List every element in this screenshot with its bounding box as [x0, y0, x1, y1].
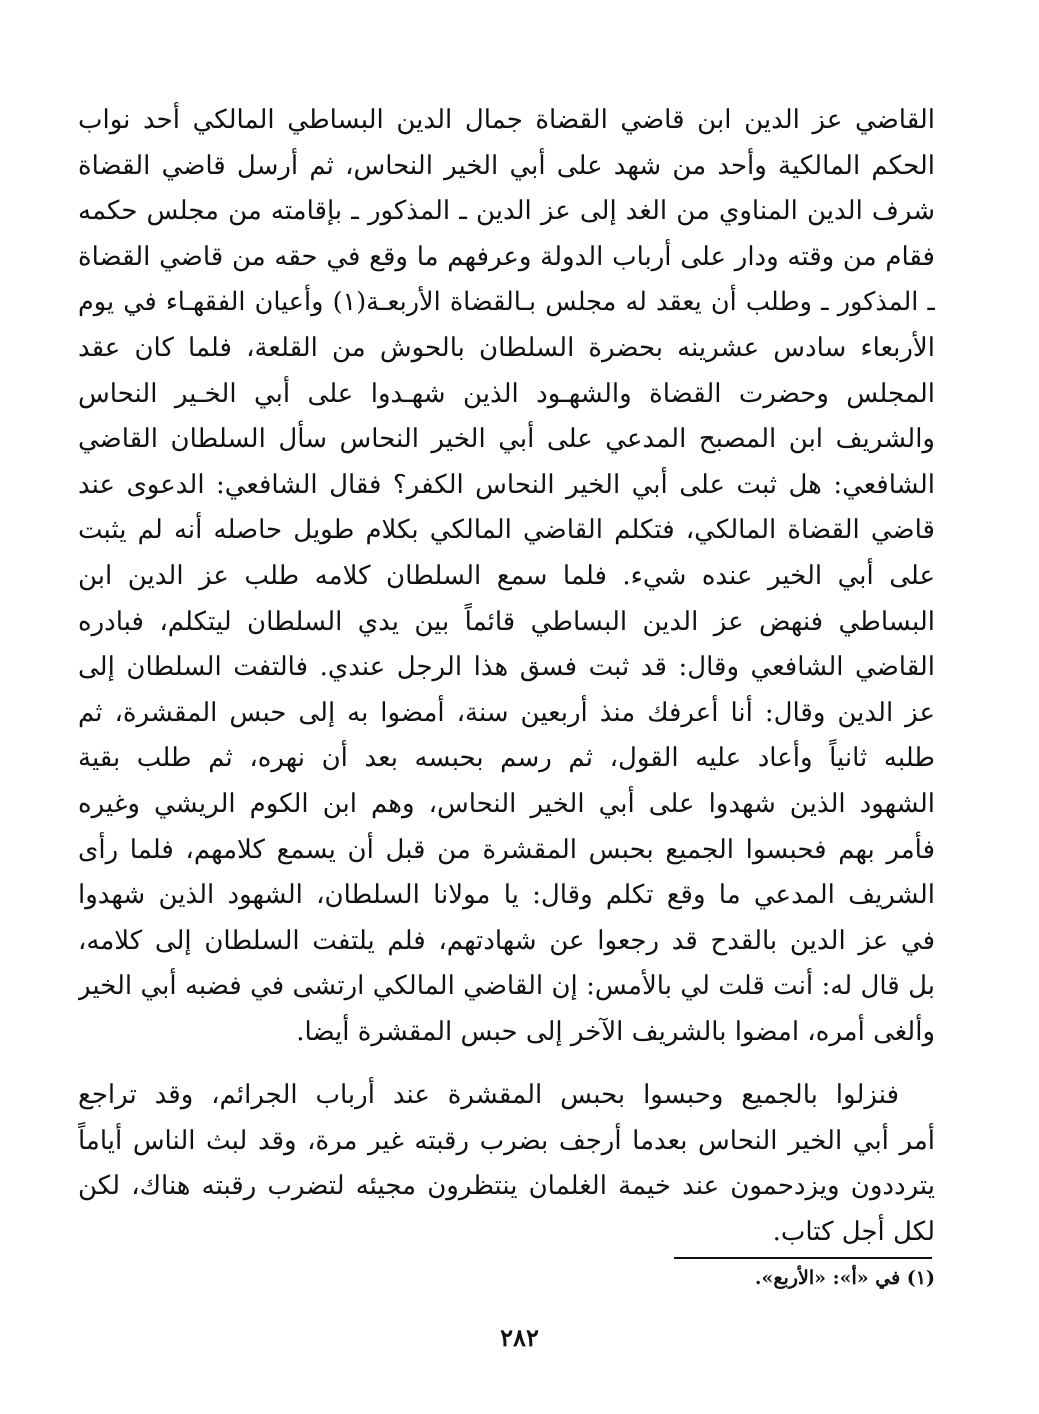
text-line: يترددون ويزدحمون عند خيمة الغلمان ينتظرون مجيئه لتضرب رقبته هناك، لكن: [78, 1171, 935, 1202]
text-line: الشهود الذين شهدوا على أبي الخير النحاس، وهم ابن الكوم الريشي وغيره: [78, 788, 935, 819]
text-line: أمر أبي الخير النحاس بعدما أرجف بضرب رقبته غير مرة، وقد لبث الناس أياماً: [78, 1125, 935, 1156]
page-number: ٢٨٢: [500, 1323, 539, 1352]
text-line: القاضي الشافعي وقال: قد ثبت فسق هذا الرجل عندي. فالتفت السلطان إلى: [78, 652, 935, 683]
main-paragraph: [78, 98, 935, 1055]
text-line: الشافعي: هل ثبت على أبي الخير النحاس الكفر؟ فقال الشافعي: الدعوى عند: [78, 469, 935, 500]
footnote-divider: [674, 1257, 932, 1259]
text-line: القاضي عز الدين ابن قاضي القضاة جمال الدين البساطي المالكي أحد نواب: [78, 105, 935, 135]
text-line: وألغى أمره، امضوا بالشريف الآخر إلى حبس المقشرة أيضا.: [296, 1016, 935, 1047]
text-line: الأربعاء سادس عشرينه بحضرة السلطان بالحوش من القلعة، فلما كان عقد: [78, 332, 935, 363]
text-line: عز الدين وقال: أنا أعرفك منذ أربعين سنة، أمضوا به إلى حبس المقشرة، ثم: [78, 697, 935, 728]
text-line: لكل أجل كتاب.: [772, 1216, 935, 1247]
text-line: في عز الدين بالقدح قد رجعوا عن شهادتهم، فلم يلتفت السلطان إلى كلامه،: [78, 925, 935, 956]
text-line: شرف الدين المناوي من الغد إلى عز الدين ـ المذكور ـ بإقامته من مجلس حكمه: [78, 196, 935, 227]
second-paragraph: [78, 1073, 935, 1255]
text-line: طلبه ثانياً وأعاد عليه القول، ثم رسم بحبسه بعد أن نهره، ثم طلب بقية: [78, 743, 935, 774]
text-line: فنزلوا بالجميع وحبسوا بحبس المقشرة عند أرباب الجرائم، وقد تراجع: [78, 1080, 899, 1110]
text-line: والشريف ابن المصبح المدعي على أبي الخير النحاس سأل السلطان القاضي: [78, 424, 935, 455]
footnote: (١) في «أ»: «الأربع».: [754, 1267, 935, 1289]
text-line: الحكم المالكية وأحد من شهد على أبي الخير النحاس، ثم أرسل قاضي القضاة: [78, 150, 935, 181]
text-line: قاضي القضاة المالكي، فتكلم القاضي المالكي بكلام طويل حاصله أنه لم يثبت: [78, 515, 935, 546]
text-line: فأمر بهم فحبسوا الجميع بحبس المقشرة من قبل أن يسمع كلامهم، فلما رأى: [78, 834, 935, 865]
text-line: البساطي فنهض عز الدين البساطي قائماً بين يدي السلطان ليتكلم، فبادره: [78, 606, 935, 637]
text-line: ـ المذكور ـ وطلب أن يعقد له مجلس بـالقضاة الأربعـة(١) وأعيان الفقهـاء في يوم: [78, 287, 935, 318]
text-line: الشريف المدعي ما وقع تكلم وقال: يا مولانا السلطان، الشهود الذين شهدوا: [78, 880, 935, 911]
text-line: المجلس وحضرت القضاة والشهـود الذين شهـدوا على أبي الخـير النحاس: [78, 378, 935, 409]
text-line: بل قال له: أنت قلت لي بالأمس: إن القاضي المالكي ارتشى في فضبه أبي الخير: [78, 971, 935, 1002]
text-line: على أبي الخير عنده شيء. فلما سمع السلطان كلامه طلب عز الدين ابن: [78, 560, 935, 591]
text-line: فقام من وقته ودار على أرباب الدولة وعرفهم ما وقع في حقه من قاضي القضاة: [78, 241, 935, 272]
